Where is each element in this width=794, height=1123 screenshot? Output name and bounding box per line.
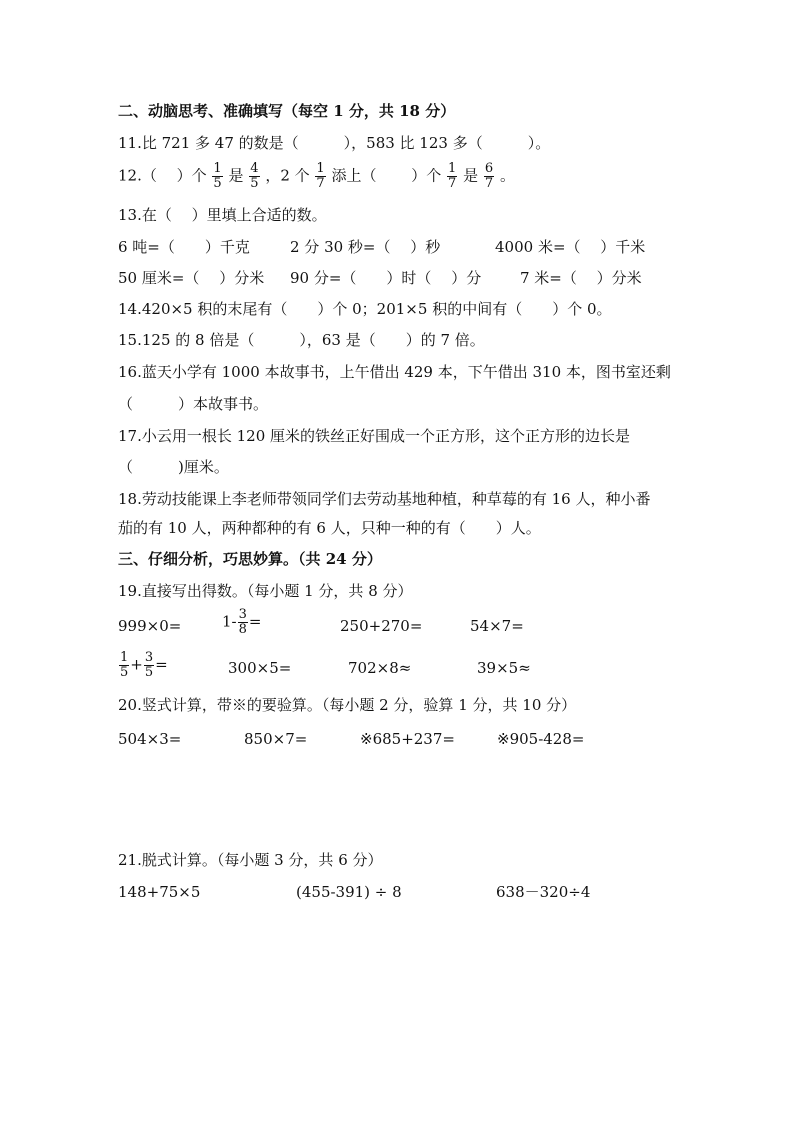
frac-num: 6	[484, 161, 494, 176]
question-21: 21.脱式计算。（每小题 3 分，共 6 分）	[118, 851, 383, 869]
q19-item: 250+270=	[340, 617, 423, 635]
fraction-1-5	[119, 651, 129, 680]
q12-text-3: ，2 个	[265, 166, 310, 185]
frac-den: 7	[484, 176, 494, 191]
fraction-4-5	[249, 162, 259, 191]
question-17-line1: 17.小云用一根长 120 厘米的铁丝正好围成一个正方形，这个正方形的边长是	[118, 427, 631, 445]
frac-den: 7	[448, 176, 457, 191]
q19-item: 300×5=	[228, 659, 292, 677]
section3-title: 三、仔细分析，巧思妙算。（共 24 分）	[118, 550, 382, 568]
q13-item: 2 分 30 秒=（ ）秒	[290, 238, 441, 256]
fraction-3-5	[144, 651, 154, 680]
q13-item: 4000 米=（ ）千米	[495, 238, 646, 256]
fraction-1-7-b	[447, 162, 457, 191]
q19-item-fraction-sum	[118, 651, 168, 680]
q19-text: =	[248, 612, 262, 631]
q12-text-1: 12.（ ）个	[118, 166, 207, 185]
q21-item: 148+75×5	[118, 883, 201, 901]
q13-item: 90 分=（ ）时（ ）分	[290, 269, 482, 287]
frac-num: 3	[238, 607, 247, 622]
question-12	[118, 162, 515, 191]
frac-num: 1	[316, 161, 325, 176]
question-16-line1: 16.蓝天小学有 1000 本故事书，上午借出 429 本，下午借出 310 本，图书室还剩	[118, 363, 671, 381]
q19-text: +	[130, 655, 143, 674]
frac-num: 1	[120, 650, 129, 665]
q13-item: 6 吨=（ ）千克	[118, 238, 250, 256]
frac-num: 3	[144, 650, 154, 665]
question-18-line2: 茄的有 10 人，两种都种的有 6 人，只种一种的有（ ）人。	[118, 519, 541, 537]
fraction-1-5	[212, 162, 222, 191]
q19-item: 39×5≈	[477, 659, 531, 677]
frac-num: 1	[448, 161, 457, 176]
q19-text: =	[155, 655, 168, 674]
section2-title: 二、动脑思考、准确填写（每空 1 分，共 18 分）	[118, 102, 456, 120]
q19-item: 999×0=	[118, 617, 182, 635]
q13-item: 7 米=（ ）分米	[520, 269, 642, 287]
question-19: 19.直接写出得数。（每小题 1 分，共 8 分）	[118, 582, 413, 600]
question-18-line1: 18.劳动技能课上李老师带领同学们去劳动基地种植，种草莓的有 16 人，种小番	[118, 490, 651, 508]
frac-den: 5	[213, 176, 222, 191]
q13-item: 50 厘米=（ ）分米	[118, 269, 265, 287]
question-13: 13.在（ ）里填上合适的数。	[118, 206, 327, 224]
fraction-6-7	[484, 162, 494, 191]
question-20: 20.竖式计算，带※的要验算。（每小题 2 分，验算 1 分，共 10 分）	[118, 696, 577, 714]
frac-den: 8	[238, 622, 247, 637]
q12-text-5: 是	[463, 166, 479, 185]
frac-den: 5	[250, 176, 259, 191]
frac-den: 5	[120, 665, 129, 680]
q20-item: ※685+237=	[360, 730, 455, 748]
question-11: 11.比 721 多 47 的数是（ ），583 比 123 多（ ）。	[118, 134, 551, 152]
question-15: 15.125 的 8 倍是（ ），63 是（ ）的 7 倍。	[118, 331, 485, 349]
question-17-line2: （ )厘米。	[118, 458, 229, 476]
q12-text-4: 添上（ ）个	[331, 166, 442, 185]
frac-num: 1	[213, 161, 222, 176]
frac-num: 4	[250, 161, 259, 176]
q21-item: (455-391) ÷ 8	[296, 883, 402, 901]
q19-item: 54×7=	[470, 617, 524, 635]
question-14: 14.420×5 积的末尾有（ ）个 0；201×5 积的中间有（ ）个 0。	[118, 300, 612, 318]
q12-text-6: 。	[499, 166, 515, 185]
q19-text: 1-	[222, 612, 237, 631]
question-16-line2: （ ）本故事书。	[118, 395, 269, 413]
fraction-3-8	[238, 608, 248, 637]
fraction-1-7	[315, 162, 325, 191]
q20-item: 850×7=	[244, 730, 308, 748]
q12-text-2: 是	[228, 166, 244, 185]
q20-item: ※905-428=	[497, 730, 585, 748]
q21-item: 638－320÷4	[496, 883, 591, 901]
q19-item: 702×8≈	[348, 659, 412, 677]
q19-item-fraction	[222, 608, 261, 637]
frac-den: 5	[144, 665, 154, 680]
frac-den: 7	[316, 176, 325, 191]
q20-item: 504×3=	[118, 730, 182, 748]
